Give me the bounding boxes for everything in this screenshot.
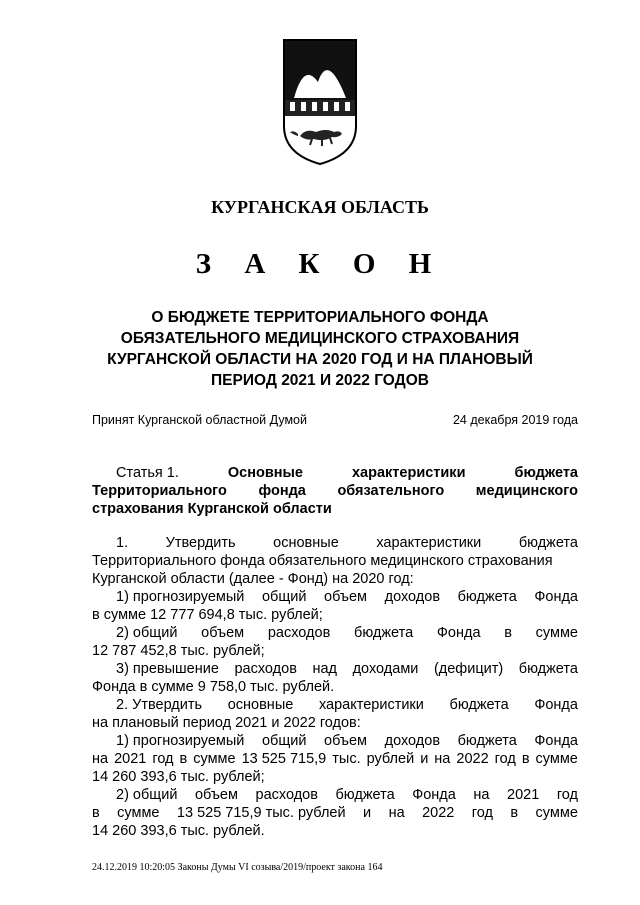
word: сумме	[117, 805, 160, 821]
word: доходов	[384, 589, 441, 605]
law-title-line: ПЕРИОД 2021 И 2022 ГОДОВ	[211, 372, 429, 389]
word: объем	[194, 787, 238, 803]
text-line	[92, 678, 578, 696]
word: в	[179, 751, 188, 767]
word: бюджета	[518, 535, 578, 551]
word: характеристики	[318, 697, 424, 713]
text-line	[92, 804, 578, 822]
word: на	[388, 805, 405, 821]
word: сумме	[193, 751, 236, 767]
word: на	[434, 751, 451, 767]
footer-path: 24.12.2019 10:20:05 Законы Думы VI созыва/2019/проект закона 164	[92, 862, 383, 873]
word: расходов	[255, 787, 318, 803]
word: 14 260 393,6 тыс. рублей;	[92, 769, 265, 785]
text-line	[92, 624, 578, 642]
word: бюджета	[354, 625, 414, 641]
word: общий	[261, 589, 307, 605]
word: обязательного	[337, 483, 445, 499]
word: расходов	[267, 625, 331, 641]
word: тыс.	[332, 751, 361, 767]
word: бюджета	[449, 697, 509, 713]
word: 13 525 715,9	[241, 751, 327, 767]
word: в	[510, 805, 519, 821]
text-line	[92, 714, 578, 732]
word: Основные	[227, 465, 303, 481]
article-1-body	[92, 534, 578, 840]
word: объем	[201, 625, 245, 641]
text-line	[92, 768, 578, 786]
text-line	[92, 500, 578, 518]
word: 2021	[114, 751, 147, 767]
word: основные	[273, 535, 339, 551]
word: Фонда в сумме 9 758,0 тыс. рублей.	[92, 679, 335, 695]
word: на	[473, 787, 490, 803]
word: Курганской области (далее - Фонд) на 2020 год:	[92, 571, 414, 587]
word: 2) общий	[116, 625, 178, 641]
word: сумме	[535, 625, 578, 641]
word: рублей	[366, 751, 415, 767]
word: 1) прогнозируемый	[116, 589, 245, 605]
word: Территориального фонда обязательного медицинского страхования	[92, 553, 553, 569]
word: Фонда	[534, 733, 578, 749]
word: доходами	[352, 661, 419, 677]
word: основные	[227, 697, 294, 713]
word: 2021	[507, 787, 540, 803]
word: год	[556, 787, 578, 803]
word: объем	[324, 733, 368, 749]
article-1-heading	[92, 464, 578, 518]
word: бюджета	[335, 787, 395, 803]
word: характеристики	[376, 535, 482, 551]
word: доходов	[384, 733, 441, 749]
text-line	[92, 696, 578, 714]
word: сумме	[535, 805, 578, 821]
word: 12 787 452,8 тыс. рублей;	[92, 643, 265, 659]
law-title-line: КУРГАНСКОЙ ОБЛАСТИ НА 2020 ГОД И НА ПЛАНОВЫЙ	[107, 351, 533, 368]
word: в сумме 12 777 694,8 тыс. рублей;	[92, 607, 323, 623]
word: в	[521, 751, 530, 767]
word: и	[420, 751, 429, 767]
text-line	[92, 660, 578, 678]
text-line	[92, 732, 578, 750]
word: (дефицит)	[433, 661, 504, 677]
word: бюджета	[518, 661, 578, 677]
word: 13 525 715,9 тыс. рублей	[176, 805, 346, 821]
text-line	[92, 750, 578, 768]
text-line	[92, 552, 578, 570]
word: бюджета	[457, 589, 517, 605]
law-heading: З А К О Н	[195, 248, 445, 280]
law-title	[80, 307, 560, 391]
word: в	[504, 625, 512, 641]
text-line	[92, 464, 578, 482]
text-line	[92, 570, 578, 588]
region-heading: КУРГАНСКАЯ ОБЛАСТЬ	[211, 197, 429, 217]
article-number: Статья 1.	[116, 465, 179, 481]
coat-of-arms-icon	[282, 38, 358, 166]
law-title-line: О БЮДЖЕТЕ ТЕРРИТОРИАЛЬНОГО ФОНДА	[151, 309, 489, 326]
adopted-by-text: Принят Курганской областной Думой	[92, 413, 307, 427]
adoption-date: 24 декабря 2019 года	[452, 413, 578, 427]
text-line	[92, 534, 578, 552]
adoption-row	[92, 413, 578, 429]
word: общий	[261, 733, 307, 749]
word: 2. Утвердить	[116, 697, 203, 713]
word: характеристики	[351, 465, 466, 481]
text-line	[92, 642, 578, 660]
word: бюджета	[457, 733, 517, 749]
text-line	[92, 588, 578, 606]
word: в	[92, 805, 100, 821]
text-line	[92, 822, 578, 840]
word: 14 260 393,6 тыс. рублей.	[92, 823, 265, 839]
text-line	[92, 786, 578, 804]
word: над	[312, 661, 338, 677]
text-line	[92, 482, 578, 500]
word: 2) общий	[116, 787, 178, 803]
word: сумме	[535, 751, 578, 767]
word: 2022	[422, 805, 455, 821]
word: 1) прогнозируемый	[116, 733, 245, 749]
word: на плановый период 2021 и 2022 годов:	[92, 715, 361, 731]
word: Утвердить	[165, 535, 236, 551]
text-line	[92, 606, 578, 624]
word: медицинского	[475, 483, 578, 499]
word: бюджета	[514, 465, 578, 481]
word: Фонда	[436, 625, 481, 641]
word: Фонда	[412, 787, 456, 803]
word: расходов	[234, 661, 297, 677]
word: на	[92, 751, 109, 767]
word: Территориального	[92, 483, 227, 499]
word: год	[471, 805, 493, 821]
word: год	[494, 751, 516, 767]
word: страхования Курганской области	[92, 501, 332, 517]
word: и	[363, 805, 372, 821]
word: Фонда	[534, 697, 578, 713]
word: Фонда	[534, 589, 578, 605]
word: объем	[324, 589, 368, 605]
law-title-line: ОБЯЗАТЕЛЬНОГО МЕДИЦИНСКОГО СТРАХОВАНИЯ	[120, 330, 520, 347]
word: 1.	[116, 535, 129, 551]
word: 2022	[456, 751, 489, 767]
word: год	[152, 751, 174, 767]
word: фонда	[258, 483, 306, 499]
word: 3) превышение	[116, 661, 219, 677]
